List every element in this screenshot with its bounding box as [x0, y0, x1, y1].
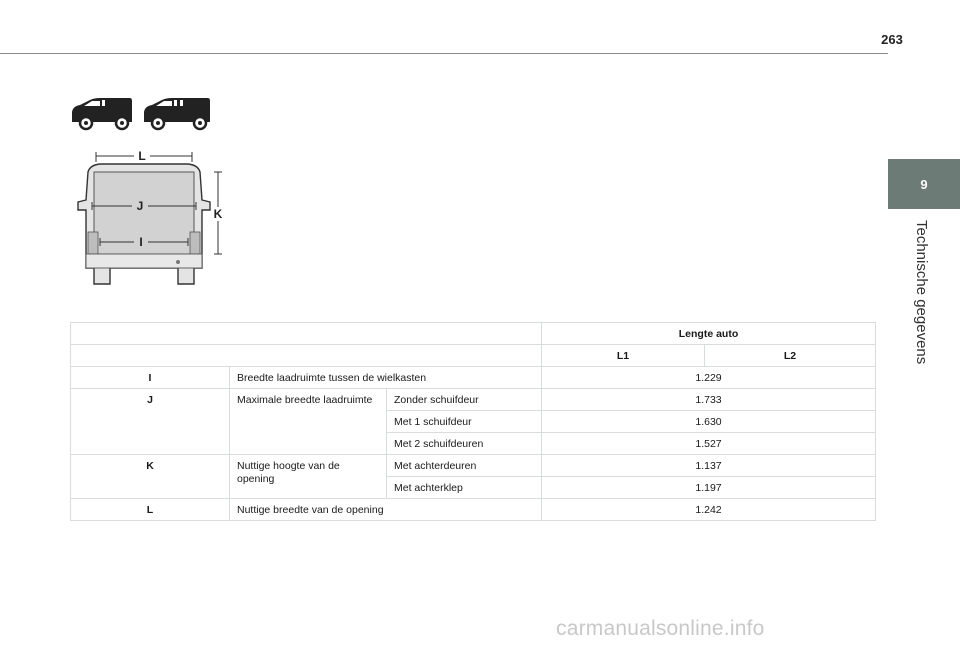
row-description: Nuttige hoogte van de opening	[230, 455, 387, 499]
table-header-row	[71, 323, 876, 345]
header-vehicle-length: Lengte auto	[542, 323, 876, 345]
row-value: 1.137	[542, 455, 876, 477]
row-code: J	[71, 389, 230, 455]
row-value: 1.630	[542, 411, 876, 433]
van-long-icon	[144, 98, 210, 129]
van-short-icon	[72, 98, 132, 129]
row-variant: Zonder schuifdeur	[387, 389, 542, 411]
row-variant: Met 1 schuifdeur	[387, 411, 542, 433]
header-rule	[0, 53, 888, 54]
cargo-dimensions-diagram	[70, 150, 230, 290]
row-value: 1.527	[542, 433, 876, 455]
row-code: L	[71, 499, 230, 521]
row-value: 1.229	[542, 367, 876, 389]
subheader-L2: L2	[705, 345, 876, 367]
chapter-title: Technische gegevens	[913, 220, 930, 365]
diagram-label-J: J	[136, 199, 144, 213]
page-number: 263	[881, 32, 903, 47]
row-value: 1.733	[542, 389, 876, 411]
header-blank-cell	[71, 323, 542, 345]
row-code: K	[71, 455, 230, 499]
row-description: Maximale breedte laadruimte	[230, 389, 387, 455]
row-value: 1.242	[542, 499, 876, 521]
row-description: Breedte laadruimte tussen de wielkasten	[230, 367, 542, 389]
table-subheader-row	[71, 345, 876, 367]
chapter-number: 9	[920, 176, 928, 192]
row-variant: Met achterklep	[387, 477, 542, 499]
table-row	[71, 455, 876, 477]
table-row	[71, 367, 876, 389]
subheader-L1: L1	[542, 345, 705, 367]
row-description: Nuttige breedte van de opening	[230, 499, 542, 521]
cargo-dimensions-table	[70, 322, 876, 521]
row-variant: Met achterdeuren	[387, 455, 542, 477]
row-value: 1.197	[542, 477, 876, 499]
watermark: carmanualsonline.info	[556, 617, 765, 640]
diagram-label-L: L	[138, 150, 146, 163]
subheader-blank-cell	[71, 345, 542, 367]
vehicle-length-icons	[70, 96, 210, 132]
chapter-tab[interactable]	[888, 159, 960, 209]
table-row	[71, 389, 876, 411]
chapter-title-wrap	[912, 220, 932, 390]
row-code: I	[71, 367, 230, 389]
diagram-label-I: I	[139, 235, 143, 249]
diagram-label-K: K	[213, 207, 223, 221]
table-row	[71, 499, 876, 521]
row-variant: Met 2 schuifdeuren	[387, 433, 542, 455]
